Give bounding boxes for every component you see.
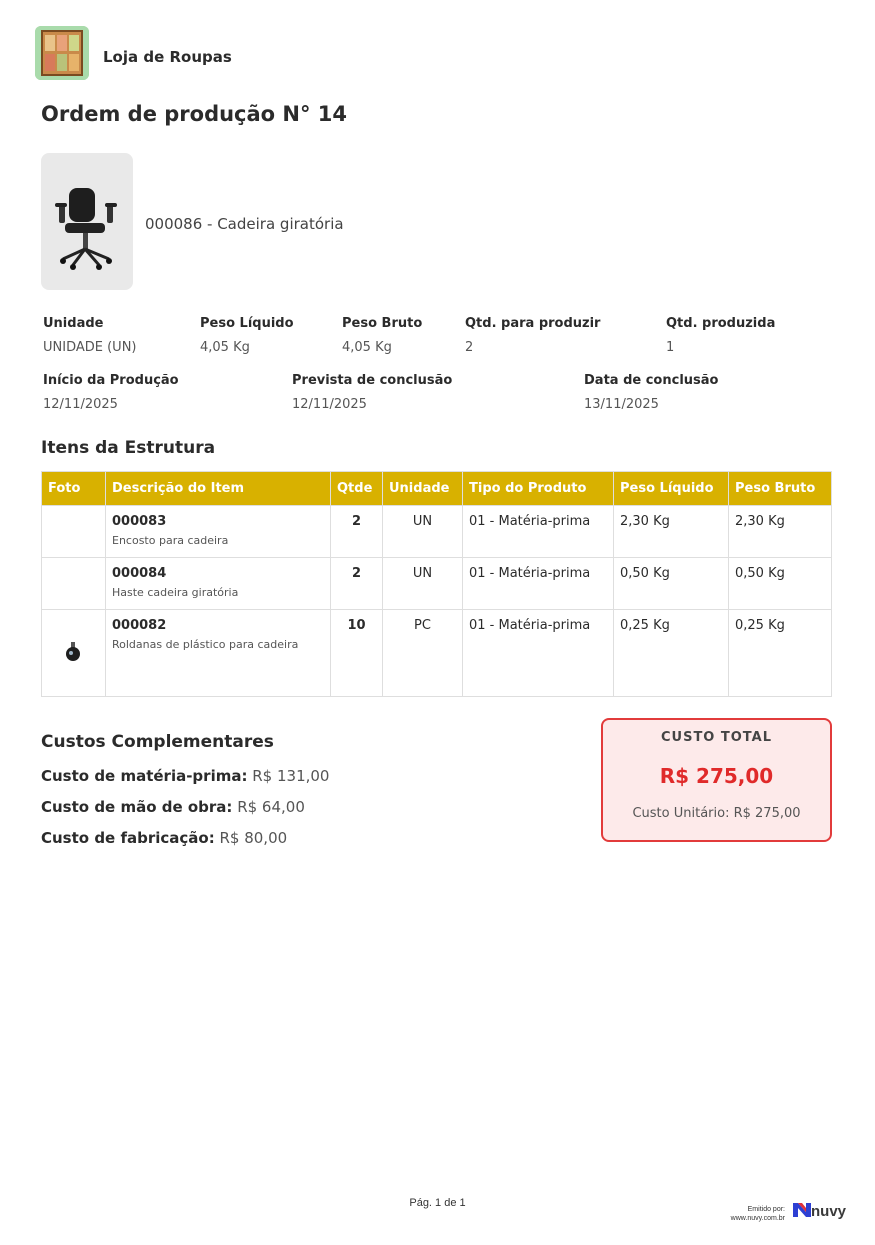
item-description: Haste cadeira giratória bbox=[112, 586, 239, 599]
row-description bbox=[106, 558, 331, 610]
store-logo bbox=[35, 26, 89, 80]
item-gross-weight: 0,25 Kg bbox=[729, 610, 832, 697]
total-cost-box bbox=[601, 718, 832, 842]
nuvy-mark-icon bbox=[793, 1203, 811, 1217]
store-name: Loja de Roupas bbox=[103, 48, 232, 66]
item-unit: UN bbox=[383, 558, 463, 610]
nuvy-logo bbox=[793, 1203, 846, 1220]
emitted-by-label: Emitido por: bbox=[747, 1206, 785, 1213]
row-description bbox=[106, 610, 331, 697]
gross-weight-label: Peso Bruto bbox=[342, 316, 423, 331]
col-net-weight: Peso Líquido bbox=[614, 472, 729, 506]
item-type: 01 - Matéria-prima bbox=[463, 558, 614, 610]
completion-date-label: Data de conclusão bbox=[584, 373, 719, 388]
item-gross-weight: 2,30 Kg bbox=[729, 506, 832, 558]
completion-date-value: 13/11/2025 bbox=[584, 397, 659, 412]
item-net-weight: 2,30 Kg bbox=[614, 506, 729, 558]
cost-value: R$ 80,00 bbox=[219, 829, 288, 847]
structure-title: Itens da Estrutura bbox=[41, 438, 216, 458]
item-net-weight: 0,25 Kg bbox=[614, 610, 729, 697]
col-product-type: Tipo do Produto bbox=[463, 472, 614, 506]
col-description: Descrição do Item bbox=[106, 472, 331, 506]
cost-manufacturing bbox=[41, 829, 287, 847]
costs-title: Custos Complementares bbox=[41, 732, 274, 752]
cost-label: Custo de fabricação: bbox=[41, 829, 215, 847]
cost-label: Custo de mão de obra: bbox=[41, 798, 233, 816]
chair-icon bbox=[41, 153, 133, 290]
net-weight-value: 4,05 Kg bbox=[200, 340, 250, 355]
col-unit: Unidade bbox=[383, 472, 463, 506]
total-cost-label: CUSTO TOTAL bbox=[660, 730, 773, 745]
caster-wheel-icon bbox=[62, 639, 86, 663]
start-date-value: 12/11/2025 bbox=[43, 397, 118, 412]
cost-labor bbox=[41, 798, 305, 816]
item-net-weight: 0,50 Kg bbox=[614, 558, 729, 610]
page-number: Pág. 1 de 1 bbox=[409, 1197, 466, 1209]
item-unit: UN bbox=[383, 506, 463, 558]
table-row bbox=[42, 506, 832, 558]
item-description: Roldanas de plástico para cadeira bbox=[112, 638, 299, 651]
total-cost-value: R$ 275,00 bbox=[659, 764, 774, 788]
start-date-label: Início da Produção bbox=[43, 373, 179, 388]
product-image bbox=[41, 153, 133, 290]
cost-label: Custo de matéria-prima: bbox=[41, 767, 248, 785]
row-photo bbox=[42, 610, 106, 697]
qty-to-produce-label: Qtd. para produzir bbox=[465, 316, 601, 331]
emitted-by-site: www.nuvy.com.br bbox=[730, 1215, 785, 1222]
gross-weight-value: 4,05 Kg bbox=[342, 340, 392, 355]
col-photo: Foto bbox=[42, 472, 106, 506]
unit-value: UNIDADE (UN) bbox=[43, 340, 137, 355]
item-qty: 2 bbox=[331, 506, 383, 558]
structure-table bbox=[41, 471, 832, 697]
emitted-by bbox=[715, 1205, 785, 1223]
table-header-row bbox=[42, 472, 832, 506]
table-row bbox=[42, 558, 832, 610]
item-code: 000082 bbox=[112, 618, 167, 633]
item-qty: 10 bbox=[331, 610, 383, 697]
net-weight-label: Peso Líquido bbox=[200, 316, 294, 331]
expected-completion-label: Prevista de conclusão bbox=[292, 373, 453, 388]
unit-label: Unidade bbox=[43, 316, 104, 331]
expected-completion-value: 12/11/2025 bbox=[292, 397, 367, 412]
col-gross-weight: Peso Bruto bbox=[729, 472, 832, 506]
item-type: 01 - Matéria-prima bbox=[463, 506, 614, 558]
cost-raw-material bbox=[41, 767, 329, 785]
qty-produced-label: Qtd. produzida bbox=[666, 316, 776, 331]
page-title: Ordem de produção N° 14 bbox=[41, 102, 348, 126]
unit-cost: Custo Unitário: R$ 275,00 bbox=[632, 806, 801, 821]
table-row bbox=[42, 610, 832, 697]
item-type: 01 - Matéria-prima bbox=[463, 610, 614, 697]
cost-value: R$ 131,00 bbox=[252, 767, 330, 785]
item-unit: PC bbox=[383, 610, 463, 697]
col-qty: Qtde bbox=[331, 472, 383, 506]
cost-value: R$ 64,00 bbox=[237, 798, 305, 816]
product-name: 000086 - Cadeira giratória bbox=[145, 215, 344, 233]
item-code: 000083 bbox=[112, 514, 167, 529]
item-qty: 2 bbox=[331, 558, 383, 610]
item-description: Encosto para cadeira bbox=[112, 534, 229, 547]
row-photo bbox=[42, 506, 106, 558]
qty-to-produce-value: 2 bbox=[465, 340, 474, 355]
item-gross-weight: 0,50 Kg bbox=[729, 558, 832, 610]
qty-produced-value: 1 bbox=[666, 340, 675, 355]
brand-name: nuvy bbox=[811, 1203, 847, 1220]
item-code: 000084 bbox=[112, 566, 167, 581]
row-photo bbox=[42, 558, 106, 610]
row-description bbox=[106, 506, 331, 558]
